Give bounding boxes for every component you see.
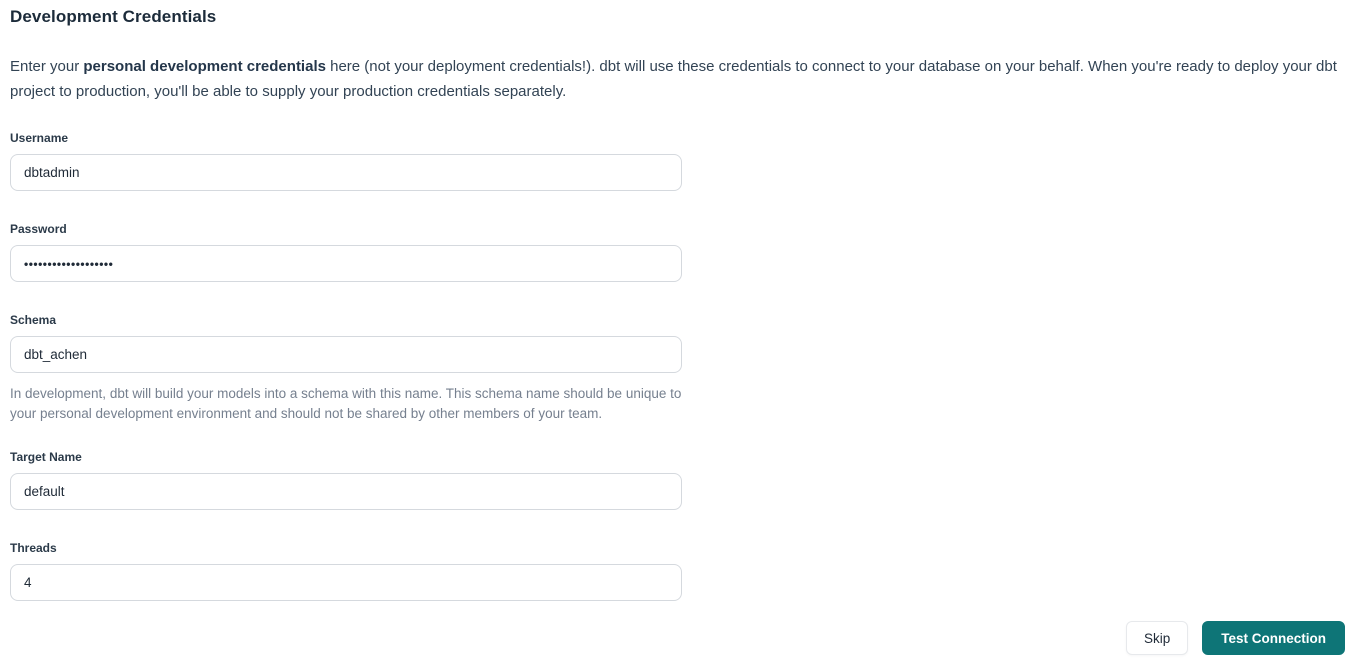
password-field-group <box>10 222 1350 282</box>
schema-field-group <box>10 313 1350 424</box>
target-name-field-group <box>10 450 1350 510</box>
schema-input[interactable] <box>10 336 682 373</box>
threads-label: Threads <box>10 541 57 555</box>
schema-label: Schema <box>10 313 57 327</box>
test-connection-button[interactable]: Test Connection <box>1202 621 1345 655</box>
username-label: Username <box>10 131 69 145</box>
threads-field-group <box>10 541 1350 601</box>
skip-button[interactable]: Skip <box>1126 621 1188 655</box>
footer-actions <box>1126 621 1345 655</box>
password-label: Password <box>10 222 67 236</box>
intro-text-before: Enter your <box>10 58 84 75</box>
intro-text-after: here (not your deployment credentials!). dbt will use these credentials to connect to your database on your behalf. When you're ready to deploy your dbt project to production, you'll be able to supply your production credentials separately. <box>10 58 1337 100</box>
target-name-input[interactable] <box>10 473 682 510</box>
schema-help-text: In development, dbt will build your models into a schema with this name. This schema name should be unique to your personal development environment and should not be shared by other members of your team. <box>10 386 682 421</box>
username-input[interactable] <box>10 154 682 191</box>
threads-input[interactable] <box>10 564 682 601</box>
page-title: Development Credentials <box>10 7 217 26</box>
password-input[interactable] <box>10 245 682 282</box>
username-field-group <box>10 131 1350 191</box>
intro-text <box>10 55 1350 104</box>
intro-text-bold: personal development credentials <box>83 58 326 75</box>
target-name-label: Target Name <box>10 450 82 464</box>
credentials-form <box>10 131 1350 601</box>
